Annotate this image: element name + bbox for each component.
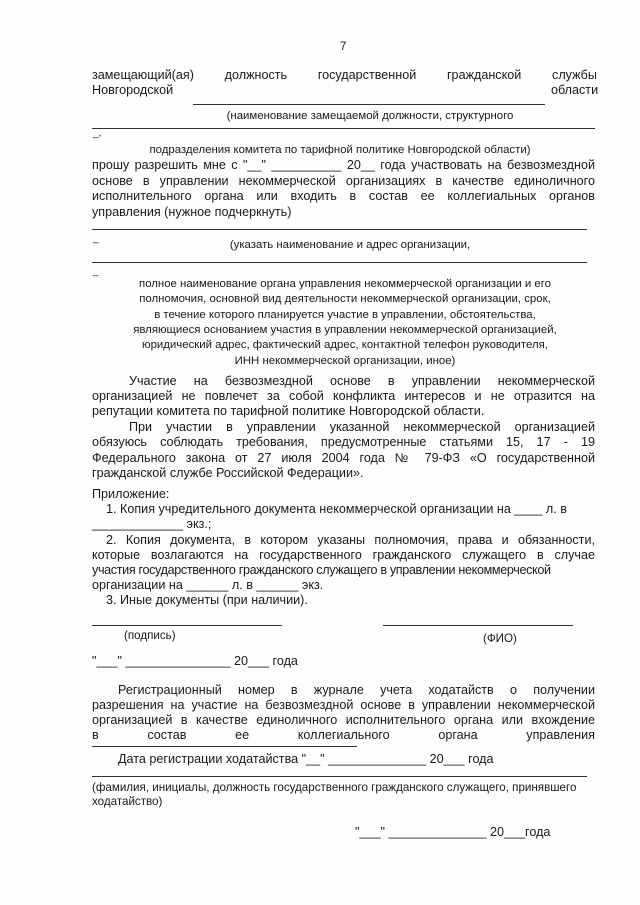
org-details-line: в течение которого планируется участие в управлении, обстоятельства, xyxy=(154,309,536,321)
registration-line: Регистрационный номер в журнале учета ходатайств о получении xyxy=(118,683,595,697)
registration-line: разрешения на участие на безвозмездной основе в управлении некоммерческой xyxy=(92,698,595,712)
fio-label: (ФИО) xyxy=(483,632,517,645)
official-caption-line: (фамилия, инициалы, должность государственного гражданского служащего, принявшего xyxy=(92,781,577,794)
registration-word: в xyxy=(92,728,99,742)
org-fill-line-2 xyxy=(92,262,587,263)
final-date: "___" ______________ 20___года xyxy=(355,825,551,839)
registration-word: управления xyxy=(526,728,595,742)
official-fill-line xyxy=(92,776,587,777)
registration-word: органа xyxy=(438,728,478,742)
attachment-2-line: участия государственного гражданского служащего в управлении некоммерческой xyxy=(92,563,551,577)
header-line-1 xyxy=(92,68,597,83)
official-caption-line: ходатайство) xyxy=(92,795,163,808)
signature-label: (подпись) xyxy=(124,629,176,642)
division-fill-line xyxy=(92,128,595,129)
registration-line: организацией в качестве единоличного исполнительного органа или вхождение xyxy=(92,713,595,727)
org-details-line: юридический адрес, фактический адрес, контактной телефон руководителя, xyxy=(142,339,548,351)
date-line: "___" _______________ 20___ года xyxy=(92,654,298,668)
org-tick-1: _ xyxy=(93,233,99,244)
attachment-2-line: которые возлагаются на государственного гражданского служащего в случае xyxy=(92,548,595,562)
header-line-2-right: области xyxy=(551,83,599,97)
org-caption: (указать наименование и адрес организации, xyxy=(229,239,471,251)
attachments-title: Приложение: xyxy=(92,487,170,501)
paragraph-line: Участие на безвозмездной основе в управлении некоммерческой xyxy=(129,374,595,388)
registration-word: коллегиального xyxy=(297,728,390,742)
attachment-3: 3. Иные документы (при наличии). xyxy=(106,593,308,607)
header-word: службы xyxy=(552,68,597,82)
attachment-2-line: 2. Копия документа, в котором указаны полномочия, права и обязанности, xyxy=(106,533,595,547)
attachment-1-line: _____________ экз.; xyxy=(92,517,212,531)
request-line: основе в управлении некоммерческой организациях в качестве единоличного xyxy=(92,174,595,188)
header-word: должность xyxy=(224,68,288,82)
header-word: гражданской xyxy=(446,68,522,82)
org-details-line: являющиеся основанием участия в управлении некоммерческой организацией, xyxy=(133,324,557,336)
org-details-line: полное наименование органа управления некоммерческой организации и его xyxy=(139,278,551,290)
header-line-2-left: Новгородской xyxy=(92,83,174,97)
page-number: 7 xyxy=(340,41,347,53)
paragraph-line: Федерального закона от 27 июля 2004 года № 79-ФЗ «О государственной xyxy=(92,451,595,465)
org-fill-line-1 xyxy=(92,229,587,230)
attachment-1-line: 1. Копия учредительного документа некоммерческой организации на ____ л. в xyxy=(106,502,567,516)
paragraph-line: организацией не повлечет за собой конфликта интересов и не отразится на xyxy=(92,389,595,403)
signature-line xyxy=(92,625,282,626)
registration-word: состав xyxy=(147,728,187,742)
registration-word: ее xyxy=(235,728,250,742)
request-line: исполнительного органа или входить в состав ее коллегиальных органов xyxy=(92,189,595,203)
registration-date: Дата регистрации ходатайства "__" ______________ 20___ года xyxy=(118,752,494,766)
paragraph-line: репутации комитета по тарифной политике Новгородской области. xyxy=(92,404,485,418)
header-word: замещающий(ая) xyxy=(92,68,194,82)
request-line: прошу разрешить мне с "__" __________ 20__ года участвовать на безвозмездной xyxy=(92,158,595,172)
registration-last-line xyxy=(92,728,595,743)
header-word: государственной xyxy=(317,68,417,82)
position-fill-line xyxy=(193,104,545,105)
fio-line xyxy=(383,625,573,626)
attachment-2-line: организации на ______ л. в ______ экз. xyxy=(92,578,324,592)
org-details-line: ИНН некоммерческой организации, иное) xyxy=(234,355,456,367)
request-line: управления (нужное подчеркнуть) xyxy=(92,205,292,219)
division-caption: подразделения комитета по тарифной политике Новгородской области) xyxy=(149,144,531,156)
paragraph-line: При участии в управлении указанной некоммерческой организацией xyxy=(129,420,595,434)
paragraph-line: гражданской службе Российской Федерации». xyxy=(92,466,364,480)
paragraph-line: обязуюсь соблюдать требования, предусмотренные статьями 15, 17 - 19 xyxy=(92,435,595,449)
org-tick-2: _ xyxy=(93,266,99,277)
org-details-line: полномочия, основной вид деятельности некоммерческой организации, срок, xyxy=(139,293,551,305)
division-tick: _, xyxy=(93,128,102,139)
position-caption: (наименование замещаемой должности, структурного xyxy=(226,110,514,122)
registration-fill-line xyxy=(92,746,357,747)
